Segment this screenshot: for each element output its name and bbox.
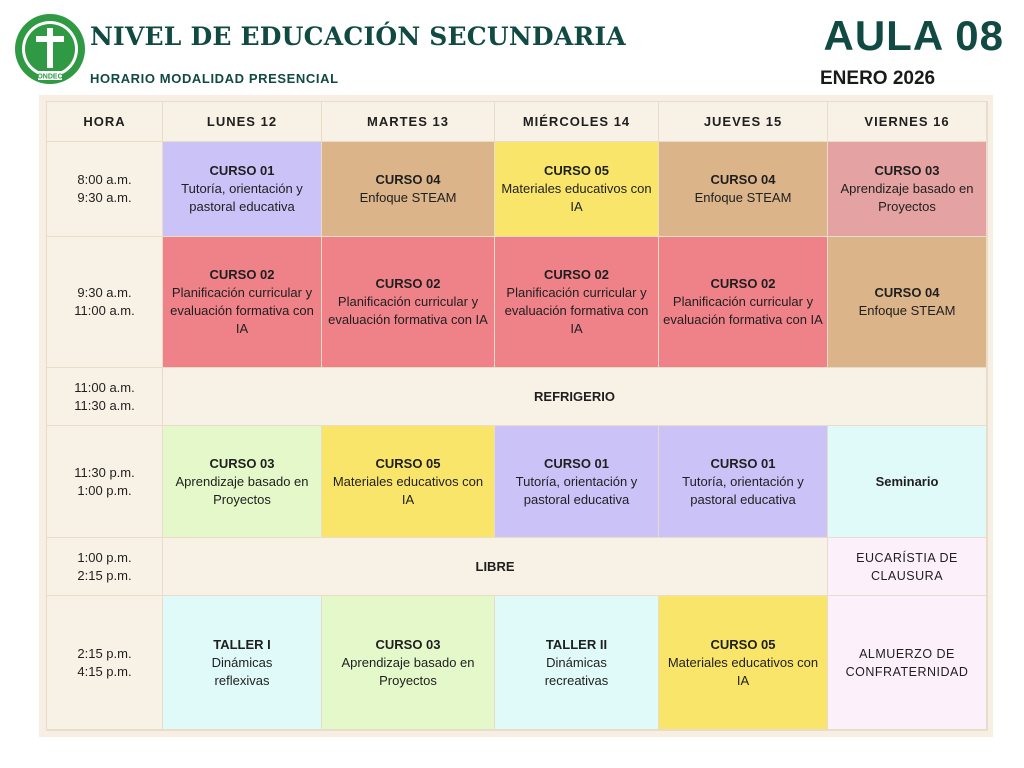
slot-name: CURSO 03 [375, 636, 441, 652]
slot-name: TALLER II [545, 636, 608, 652]
slot-name: CURSO 05 [375, 455, 441, 471]
slot-name: CURSO 05 [543, 163, 610, 178]
slot-cell [828, 142, 987, 237]
time-cell [47, 538, 163, 596]
slot-desc: EUCARÍSTIA DE CLAUSURA [856, 550, 958, 583]
time-cell [47, 596, 163, 730]
slot-name: CURSO 01 [543, 455, 610, 471]
slot-desc: Dinámicas reflexivas [211, 654, 273, 688]
slot-name: TALLER I [213, 636, 271, 652]
slot-cell [659, 237, 828, 368]
page-subtitle: HORARIO MODALIDAD PRESENCIAL [90, 71, 339, 86]
slot-name: CURSO 02 [710, 276, 776, 291]
slot-cell [828, 596, 987, 730]
slot-cell [163, 237, 322, 368]
slot-name: CURSO 04 [375, 172, 441, 187]
slot-cell [322, 426, 495, 538]
schedule-table [46, 101, 988, 731]
slot-desc: Planificación curricular y evaluación formativa con IA [328, 294, 488, 327]
time-end: 11:30 a.m. [74, 397, 135, 413]
time-cell [47, 426, 163, 538]
logo-text: ONDEC [37, 73, 63, 81]
slot-cell [828, 237, 987, 368]
slot-cell [495, 596, 659, 730]
slot-cell [322, 142, 495, 237]
slot-desc: Tutoría, orientación y pastoral educativa [181, 181, 303, 214]
slot-cell [322, 596, 495, 730]
time-start: 1:00 p.m. [77, 549, 132, 565]
month-label: ENERO 2026 [820, 68, 936, 89]
col-header-jueves: JUEVES 15 [659, 102, 828, 142]
slot-desc: Enfoque STEAM [694, 190, 792, 205]
slot-desc: Dinámicas recreativas [544, 654, 609, 688]
slot-name: CURSO 01 [710, 455, 776, 471]
slot-name: CURSO 02 [543, 267, 610, 282]
slot-desc: ALMUERZO DE CONFRATERNIDAD [845, 646, 969, 679]
time-start: 2:15 p.m. [77, 645, 132, 661]
time-start: 8:00 a.m. [77, 172, 132, 187]
slot-cell [659, 596, 828, 730]
slot-name: CURSO 03 [874, 163, 940, 178]
slot-desc: Aprendizaje basado en Proyectos [840, 181, 974, 214]
slot-name: CURSO 04 [874, 285, 940, 300]
slot-name: CURSO 05 [710, 636, 776, 652]
slot-name: Seminario [875, 473, 939, 489]
time-cell [47, 142, 163, 237]
slot-name: CURSO 02 [375, 276, 441, 291]
col-header-lunes: LUNES 12 [163, 102, 322, 142]
slot-desc: Enfoque STEAM [858, 303, 956, 318]
col-header-miercoles: MIÉRCOLES 14 [495, 102, 659, 142]
time-end: 1:00 p.m. [77, 482, 132, 498]
slot-cell [659, 142, 828, 237]
slot-cell [828, 538, 987, 596]
slot-name: CURSO 01 [209, 163, 275, 178]
slot-cell [163, 596, 322, 730]
break-cell: REFRIGERIO [163, 368, 987, 426]
time-start: 11:00 a.m. [74, 379, 135, 395]
slot-cell [659, 426, 828, 538]
time-end: 11:00 a.m. [74, 303, 135, 318]
slot-desc: Tutoría, orientación y pastoral educativa [682, 473, 804, 507]
time-cell [47, 237, 163, 368]
free-cell: LIBRE [163, 538, 828, 596]
slot-cell [828, 426, 987, 538]
time-start: 9:30 a.m. [77, 285, 132, 300]
slot-desc: Planificación curricular y evaluación formativa con IA [504, 285, 649, 336]
slot-desc: Tutoría, orientación y pastoral educativa [515, 473, 638, 507]
slot-name: CURSO 02 [209, 267, 275, 282]
col-header-hora: HORA [47, 102, 163, 142]
time-end: 4:15 p.m. [77, 663, 132, 679]
slot-desc: Enfoque STEAM [359, 190, 457, 205]
slot-cell [495, 237, 659, 368]
slot-cell [495, 426, 659, 538]
slot-desc: Aprendizaje basado en Proyectos [341, 654, 475, 688]
time-cell [47, 368, 163, 426]
slot-desc: Materiales educativos con IA [501, 181, 652, 214]
time-start: 11:30 p.m. [74, 464, 135, 480]
slot-cell [495, 142, 659, 237]
slot-name: CURSO 03 [209, 455, 275, 471]
slot-desc: Aprendizaje basado en Proyectos [175, 473, 309, 507]
slot-desc: Materiales educativos con IA [332, 473, 484, 507]
page-title: NIVEL DE EDUCACIÓN SECUNDARIA [90, 22, 626, 51]
time-end: 9:30 a.m. [77, 190, 132, 205]
slot-name: CURSO 04 [710, 172, 776, 187]
col-header-martes: MARTES 13 [322, 102, 495, 142]
slot-desc: Planificación curricular y evaluación formativa con IA [170, 285, 314, 336]
slot-cell [322, 237, 495, 368]
slot-desc: Planificación curricular y evaluación formativa con IA [663, 294, 823, 327]
slot-cell [163, 142, 322, 237]
col-header-viernes: VIERNES 16 [828, 102, 987, 142]
room-label: AULA 08 [823, 12, 1004, 59]
ondec-logo [14, 13, 86, 85]
slot-desc: Materiales educativos con IA [667, 654, 819, 688]
slot-cell [163, 426, 322, 538]
time-end: 2:15 p.m. [77, 567, 132, 583]
